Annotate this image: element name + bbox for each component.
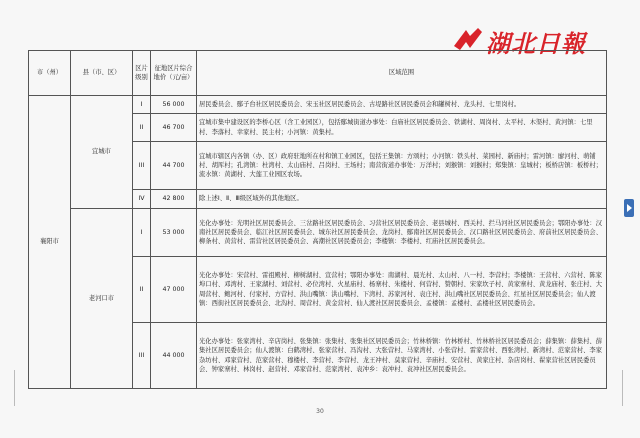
level-cell: IV <box>133 190 151 209</box>
price-cell: 44 700 <box>151 142 197 190</box>
county-cell: 老河口市 <box>71 209 133 389</box>
level-cell: III <box>133 142 151 190</box>
range-cell: 光化办事处：张家湾村、辛店岗村、张集镇：张集村、张集社区居民委员会；竹林桥镇：竹林桥村、竹林桥社区居民委员会；薛集镇：薛集村、薛集社区居民委员会；仙人渡镇：白鹤湾村、张家营村、冯沟村、大张营村、马家湾村、小张营村、雷家营村、西张湾村、新湾村、范家营村、李家杂坊村、邓家营村、范家营村、穆楼村、李营村、李营村、龙王冲村、莫家营村、辛庙村、安营村、黄家庄村、杂店岗村、翟家营社区居民委员会、钟家寨村、林岗村、赵营村、邓家营村、范家湾村、袁冲乡：袁冲村、袁冲社区居民委员会。 <box>197 323 607 389</box>
left-binding-mark <box>14 370 15 406</box>
city-cell: 襄阳市 <box>29 96 71 389</box>
range-cell: 宜城市集中建设区的李桥心区（含工业园区），包括鄢城街道办事处：白庙社区居民委员会、铁湖村、周岗村、太平村、木渠村、黄河镇：七里村、李落村、幸家村、民主村；小河镇：黄集村。 <box>197 114 607 142</box>
range-cell: 光化办事处：光明社区居民委员会、三岔路社区居民委员会、习营社区居民委员会、老县城村、西关村、拦马河社区居民委员会；鄂阳办事处：汉南社区居民委员会、临江社区居民委员会、城东社区居民委员会、龙岗村、鄢南社区居民委员会、汉口路社区居民委员会、府前社区居民委员会、柳条村、黄营村、雷营社区居民委员会、高潮社区居民委员会；李楼镇：李楼村、红庙社区居民委员会。 <box>197 209 607 257</box>
page-number: 30 <box>316 408 324 415</box>
level-cell: III <box>133 323 151 389</box>
logo-text: 湖北日報 <box>486 29 586 58</box>
header-county: 县（市、区） <box>71 51 133 96</box>
header-price: 征地区片综合地价（元/亩） <box>151 51 197 96</box>
county-cell: 宜城市 <box>71 96 133 209</box>
table-header-row <box>29 51 607 96</box>
level-cell: II <box>133 257 151 323</box>
level-cell: I <box>133 209 151 257</box>
level-cell: II <box>133 114 151 142</box>
level-cell: I <box>133 96 151 114</box>
price-cell: 53 000 <box>151 209 197 257</box>
price-cell: 56 000 <box>151 96 197 114</box>
header-range: 区域范围 <box>197 51 607 96</box>
logo-mark-icon <box>452 26 484 52</box>
price-cell: 47 000 <box>151 257 197 323</box>
header-city: 市（州） <box>29 51 71 96</box>
land-price-table <box>28 50 607 389</box>
price-cell: 46 700 <box>151 114 197 142</box>
price-cell: 44 000 <box>151 323 197 389</box>
range-cell: 宜城市辖区内各镇（办、区）政府驻地所在村和镇工业园区，包括王集镇：方颂村；小河镇：铁头村、菜园村、新庙村；雷河镇：廖河村、萌铺村、胡厍村；孔湾镇：杜湾村、太山庙村、吕岗村、王场村；南营街道办事处：万洋村；刘猴镇：刘猴村；郑集镇：皇城村；板桥店镇：板桥村；流水镇：黄湖村、大莲工业园区农场。 <box>197 142 607 190</box>
header-level: 区片级别 <box>133 51 151 96</box>
next-page-arrow-icon[interactable] <box>624 199 634 217</box>
price-cell: 42 800 <box>151 190 197 209</box>
range-cell: 光化办事处：宋营村、雷祖殿村、柳树湖村、宣营村；鄂阳办事处：南湖村、晨光村、太山村、八一村、李营村；李楼镇：王营村、六营村、陈家埠口村、邓湾村、王家湖村、刘营村、必位湾村、火星庙村、杨寨村、朱楼村、何营村、赞朝村、宋家坎子村、黄家寨村、黄龙庙村、张庄村、大周营村、鲍河村、付家村、方营村、洪山嘴镇：洪山嘴村、下湾村、苏家河村、袁庄村、洪山嘴社区居民委员会、红星社区居民委员会；仙人渡镇：西街社区居民委员会、北沟村、周营村、黄金营村、仙人渡社区居民委员会、孟楼镇：孟楼村、孟楼社区居民委员会。 <box>197 257 607 323</box>
table-row <box>29 209 607 257</box>
range-cell: 居民委员会、鄢子台社区居民委员会、宋玉社区居民委员会、古堤路社区居民委员会和罐树村、龙头村、七里岗村。 <box>197 96 607 114</box>
table-row <box>29 96 607 114</box>
right-binding-mark <box>622 370 623 406</box>
range-cell: 除上述Ⅰ、Ⅱ、Ⅲ级区域外的其他地区。 <box>197 190 607 209</box>
